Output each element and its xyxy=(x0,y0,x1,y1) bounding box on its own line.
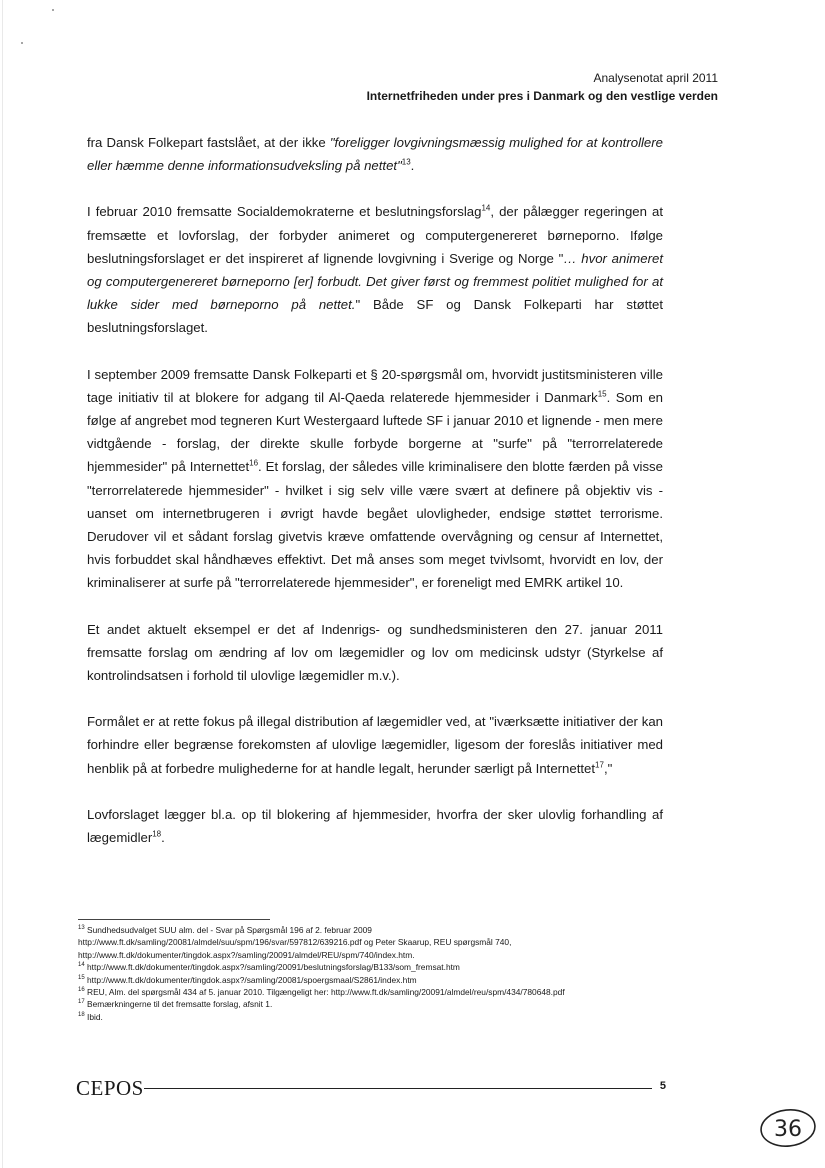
paragraph-1: fra Dansk Folkepart fastslået, at der ikke "foreligger lovgivningsmæssig mulighed for at kontrollere eller hæmme denne informationsudveksling på nettet"$^{13}$. xyxy=(87,135,663,174)
footnote: $^{18}$ Ibid. xyxy=(78,1011,103,1022)
footnote-ref: 13 xyxy=(401,157,411,167)
quote: "foreligger lovgivningsmæssig mulighed for at kontrollere eller hæmme denne informationsudveksling på nettet" xyxy=(87,135,663,174)
scan-speck xyxy=(21,42,23,44)
footnote-ref: 14 xyxy=(481,204,491,214)
footer-rule xyxy=(144,1088,652,1089)
footnote: $^{14}$ http://www.ft.dk/dokumenter/tingdok.aspx?/samling/20091/beslutningsforslag/B133/som_fremsat.htm xyxy=(78,962,460,973)
scan-speck xyxy=(52,9,54,11)
footnote: $^{17}$ Bemærkningerne til det fremsatte forslag, afsnit 1. xyxy=(78,999,273,1010)
stamp-number: 36 xyxy=(774,1117,802,1142)
scan-edge xyxy=(2,0,3,1168)
footnotes xyxy=(78,924,668,1023)
footnote-ref: 16 xyxy=(249,459,259,469)
footnote-ref: 18 xyxy=(152,829,162,839)
paragraph-3: I september 2009 fremsatte Dansk Folkeparti et § 20-spørgsmål om, hvorvidt justitsministeren ville tage initiativ til at blokere for adgang til Al-Qaeda relaterede hjemmesider i Danmark$^{15}$. Som en følge af angrebet mod tegneren Kurt Westergaard luftede SF i januar 2010 et lignende - men mere vidtgående - forslag, der direkte skulle forbyde borgerne at "surfe" på "terrorrelaterede hjemmesider" på Internettet$^{16}$. Et forslag, der således ville kriminalisere den blotte færden på visse "terrorrelaterede hjemmesider" - hvilket i sig selv ville være svært at definere på objektiv vis - uanset om internetbrugeren i øvrigt havde begået ulovligheder, endsige støttet terrorisme. Derudover vil et sådant forslag givetvis kræve omfattende overvågning og censur af Internettet, hvis forbuddet skal håndhæves effektivt. Det må anses som meget tvivlsomt, hvorvidt en lov, der kriminaliserer at surfe på "terrorrelaterede hjemmesider", er foreneligt med EMRK artikel 10. xyxy=(87,366,663,591)
cepos-logo: CEPOS xyxy=(76,1076,144,1100)
paragraph-6: Lovforslaget lægger bl.a. op til blokering af hjemmesider, hvorfra der sker ulovlig forhandling af lægemidler$^{18}$. xyxy=(87,806,663,846)
footnote: $^{16}$ REU, Alm. del spørgsmål 434 af 5. januar 2010. Tilgængeligt her: http://www.ft.dk/samling/20091/almdel/reu/spm/434/780648.pdf xyxy=(78,987,565,998)
page-number: 5 xyxy=(659,1080,666,1092)
paragraph-4: Et andet aktuelt eksempel er det af Indenrigs- og sundhedsministeren den 27. januar 2011 fremsatte forslag om ændring af lov om lægemidler og lov om medicinsk udstyr (Styrkelse af kontrolindsatsen i forhold til ulovlige lægemidler m.v.). xyxy=(87,621,663,684)
header-date: Analysenotat april 2011 xyxy=(593,71,718,85)
footnote-ref: 15 xyxy=(597,389,607,399)
footnote: http://www.ft.dk/samling/20081/almdel/suu/spm/196/svar/597812/639216.pdf og Peter Skaarup, REU spørgsmål 740, xyxy=(78,937,512,948)
paragraph-2: I februar 2010 fremsatte Socialdemokraterne et beslutningsforslag$^{14}$, der pålægger regeringen at fremsætte et lovforslag, der forbyder animeret og computergenereret børneporno. Ifølge beslutningsforslaget er det inspireret af lignende lovgivning i Sverige og Norge "… hvor animeret og computergenereret børneporno [er] forbudt. Det giver først og fremmest politiet mulighed for at lukke sider med børneporno på nettet." Både SF og Dansk Folkeparti har støttet beslutningsforslaget. xyxy=(87,204,663,336)
paragraph-5: Formålet er at rette fokus på illegal distribution af lægemidler ved, at "iværksætte initiativer der kan forhindre eller begrænse forekomsten af ulovlige lægemidler, ligesom der foreslås initiativer med henblik på at forbedre mulighederne for at handle legalt, herunder særligt på Internettet$^{17}$," xyxy=(87,714,663,776)
quote: … hvor animeret og computergenereret børneporno [er] forbudt. Det giver først og fremmest politiet mulighed for at lukke sider med børneporno på nettet. xyxy=(87,250,663,313)
footnote: $^{15}$ http://www.ft.dk/dokumenter/tingdok.aspx?/samling/20081/spoergsmaal/S2861/index.htm xyxy=(78,974,417,985)
page-header xyxy=(367,69,718,105)
handwritten-page-stamp xyxy=(758,1106,818,1150)
header-title: Internetfriheden under pres i Danmark og den vestlige verden xyxy=(366,89,718,103)
document-body xyxy=(87,131,663,872)
footnote-ref: 17 xyxy=(595,760,604,770)
footnote: http://www.ft.dk/dokumenter/tingdok.aspx?/samling/20091/almdel/REU/spm/740/index.htm. xyxy=(78,949,415,960)
footnote-divider xyxy=(78,919,270,920)
footnote: $^{13}$ Sundhedsudvalget SUU alm. del - Svar på Spørgsmål 196 af 2. februar 2009 xyxy=(78,925,372,935)
page-footer xyxy=(76,1076,666,1100)
